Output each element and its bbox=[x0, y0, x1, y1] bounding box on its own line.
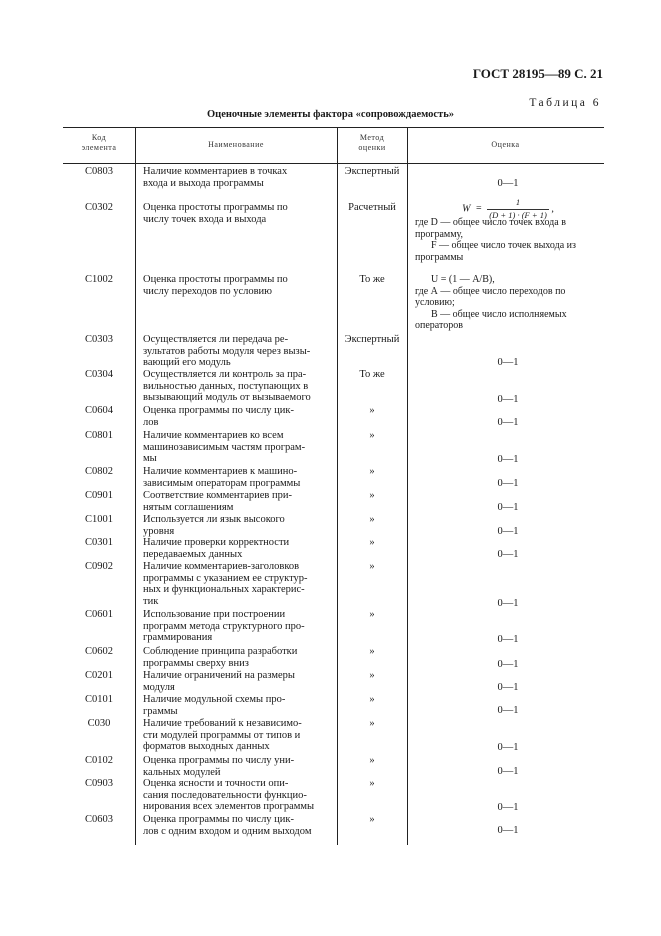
score-value: 0—1 bbox=[497, 634, 519, 645]
name-line: программы с указанием ее структур- bbox=[143, 572, 308, 584]
header-method-line: Метод bbox=[359, 133, 385, 142]
score-value: 0—1 bbox=[497, 825, 519, 836]
name-line: Наличие проверки корректности bbox=[143, 537, 290, 548]
formula-tail: , bbox=[551, 203, 554, 215]
score-range bbox=[415, 526, 601, 538]
name-line: зультатов работы модуля через вызы- bbox=[143, 345, 311, 357]
element-code: С0604 bbox=[84, 405, 113, 416]
name-line: Оценка простоты программы по bbox=[143, 274, 288, 285]
name-line: Наличие ограничений на размеры bbox=[143, 670, 295, 681]
name-line: ных и функциональных характерис- bbox=[143, 584, 305, 595]
formula-w bbox=[415, 197, 601, 220]
element-name bbox=[143, 694, 341, 717]
name-line: граммирования bbox=[143, 632, 213, 643]
name-line: передаваемых данных bbox=[143, 548, 243, 560]
name-line: уровня bbox=[143, 525, 175, 537]
element-name bbox=[143, 755, 341, 778]
score-notes bbox=[415, 274, 601, 332]
name-line: программ метода структурного про- bbox=[143, 620, 305, 632]
score-value: 0—1 bbox=[497, 454, 519, 465]
name-line: числу точек входа и выхода bbox=[143, 213, 267, 225]
score-note-line: F — общее число точек выхода из bbox=[431, 240, 576, 251]
name-line: Наличие модульной схемы про- bbox=[143, 694, 286, 705]
name-line: Наличие комментариев ко всем bbox=[143, 430, 284, 441]
evaluation-method: » bbox=[369, 514, 375, 525]
name-line: лов с одним входом и одним выходом bbox=[143, 825, 312, 837]
score-range bbox=[415, 825, 601, 837]
score-value: 0—1 bbox=[497, 417, 519, 428]
name-line: кальных модулей bbox=[143, 766, 221, 778]
score-range bbox=[415, 502, 601, 514]
element-code: С0602 bbox=[84, 646, 113, 657]
score-note-line: программу, bbox=[415, 228, 464, 240]
element-name bbox=[143, 202, 341, 225]
name-line: Соответствие комментариев при- bbox=[143, 490, 292, 501]
element-name bbox=[143, 334, 341, 369]
score-value: 0—1 bbox=[497, 478, 519, 489]
evaluation-method: » bbox=[369, 694, 375, 705]
evaluation-method: » bbox=[369, 537, 375, 548]
header-method-line: оценки bbox=[358, 143, 386, 152]
name-line: Оценка ясности и точности опи- bbox=[143, 778, 289, 789]
score-value: 0—1 bbox=[497, 682, 519, 693]
document-header: ГОСТ 28195—89 С. 21 bbox=[472, 66, 603, 81]
name-line: программы сверху вниз bbox=[143, 657, 249, 669]
score-range bbox=[415, 357, 601, 369]
name-line: модуля bbox=[143, 681, 175, 693]
header-code-line: элемента bbox=[81, 143, 117, 152]
name-line: вызывающий модуль от вызываемого bbox=[143, 392, 311, 403]
name-line: Наличие комментариев-заголовков bbox=[143, 561, 300, 572]
score-range bbox=[415, 659, 601, 671]
score-range bbox=[415, 454, 601, 466]
evaluation-method: То же bbox=[359, 274, 385, 285]
score-range bbox=[415, 705, 601, 717]
name-line: нятым соглашениям bbox=[143, 501, 234, 513]
element-code: С0301 bbox=[84, 537, 113, 548]
score-range bbox=[415, 478, 601, 490]
element-code: С0304 bbox=[84, 369, 113, 380]
element-name bbox=[143, 646, 341, 669]
evaluation-method: » bbox=[369, 609, 375, 620]
element-name bbox=[143, 430, 341, 465]
evaluation-method: » bbox=[369, 430, 375, 441]
evaluation-method: » bbox=[369, 466, 375, 477]
evaluation-method: Экспертный bbox=[344, 334, 400, 345]
name-line: Соблюдение принципа разработки bbox=[143, 646, 298, 657]
element-code: С0303 bbox=[84, 334, 113, 345]
element-code: С0801 bbox=[84, 430, 113, 441]
name-line: лов bbox=[143, 416, 159, 428]
name-line: числу переходов по условию bbox=[143, 285, 273, 297]
element-code: С1001 bbox=[84, 514, 113, 525]
name-line: Оценка программы по числу цик- bbox=[143, 814, 295, 825]
score-value: 0—1 bbox=[497, 394, 519, 405]
header-name: Наименование bbox=[208, 140, 264, 149]
element-code: С0101 bbox=[84, 694, 113, 705]
element-name bbox=[143, 369, 341, 404]
element-name bbox=[143, 561, 341, 607]
score-formula-block bbox=[415, 197, 601, 263]
element-code: С1002 bbox=[84, 274, 113, 285]
score-range bbox=[415, 742, 601, 754]
score-note-line: где D — общее число точек входа в bbox=[415, 217, 566, 228]
element-name bbox=[143, 405, 341, 428]
element-code: С0201 bbox=[84, 670, 113, 681]
name-line: Оценка простоты программы по bbox=[143, 202, 288, 213]
score-note-line: U = (1 — А/В), bbox=[431, 274, 495, 285]
element-code: С0601 bbox=[84, 609, 113, 620]
element-name bbox=[143, 537, 341, 560]
name-line: сания последовательности функцио- bbox=[143, 789, 307, 801]
score-range bbox=[415, 766, 601, 778]
table-top-rule bbox=[63, 127, 604, 128]
element-name bbox=[143, 466, 341, 489]
formula-denominator: (D + 1) · (F + 1) bbox=[489, 209, 547, 220]
name-line: вающий его модуль bbox=[143, 357, 231, 368]
element-name bbox=[143, 609, 341, 644]
score-note-line: где А — общее число переходов по bbox=[415, 285, 566, 297]
score-range bbox=[415, 802, 601, 814]
evaluation-method: » bbox=[369, 718, 375, 729]
name-line: входа и выхода программы bbox=[143, 177, 264, 189]
evaluation-method: Расчетный bbox=[348, 202, 396, 213]
score-value: 0—1 bbox=[497, 742, 519, 753]
name-line: Осуществляется ли контроль за пра- bbox=[143, 369, 307, 380]
name-line: машинозависимым частям програм- bbox=[143, 441, 306, 453]
score-note-line: программы bbox=[415, 251, 464, 263]
element-code: С0802 bbox=[84, 466, 113, 477]
formula-eq: = bbox=[476, 203, 482, 215]
score-range bbox=[415, 634, 601, 646]
name-line: форматов выходных данных bbox=[143, 741, 270, 752]
element-name bbox=[143, 814, 341, 837]
element-name bbox=[143, 166, 341, 189]
evaluation-method: » bbox=[369, 490, 375, 501]
evaluation-method: » bbox=[369, 814, 375, 825]
evaluation-method: » bbox=[369, 561, 375, 572]
score-range bbox=[415, 178, 601, 190]
name-line: зависимым операторам программы bbox=[143, 477, 301, 489]
element-code: С0803 bbox=[84, 166, 113, 177]
name-line: Использование при построении bbox=[143, 609, 286, 620]
element-name bbox=[143, 778, 341, 813]
header-method bbox=[337, 133, 407, 153]
name-line: Оценка программы по числу уни- bbox=[143, 755, 295, 766]
score-range bbox=[415, 549, 601, 561]
name-line: Наличие комментариев в точках bbox=[143, 166, 288, 177]
score-value: 0—1 bbox=[497, 549, 519, 560]
name-line: мы bbox=[143, 453, 157, 464]
score-note-line: операторов bbox=[415, 320, 463, 331]
element-name bbox=[143, 514, 341, 537]
table-number: Таблица 6 bbox=[529, 97, 601, 109]
column-divider bbox=[135, 127, 136, 845]
score-value: 0—1 bbox=[497, 598, 519, 609]
header-code bbox=[63, 133, 135, 153]
name-line: Используется ли язык высокого bbox=[143, 514, 285, 525]
name-line: Оценка программы по числу цик- bbox=[143, 405, 295, 416]
score-range bbox=[415, 417, 601, 429]
name-line: нирования всех элементов программы bbox=[143, 801, 315, 812]
name-line: Осуществляется ли передача ре- bbox=[143, 334, 289, 345]
element-code: С0102 bbox=[84, 755, 113, 766]
name-line: тик bbox=[143, 595, 159, 607]
element-code: С0901 bbox=[84, 490, 113, 501]
table-title: Оценочные элементы фактора «сопровождаемость» bbox=[207, 109, 454, 120]
element-code: С0302 bbox=[84, 202, 113, 213]
score-range bbox=[415, 598, 601, 610]
name-line: Наличие требований к независимо- bbox=[143, 718, 302, 729]
table-header-rule bbox=[63, 163, 604, 164]
score-value: 0—1 bbox=[497, 766, 519, 777]
element-name bbox=[143, 718, 341, 753]
evaluation-method: Экспертный bbox=[344, 166, 400, 177]
column-divider bbox=[407, 127, 408, 845]
score-value: 0—1 bbox=[497, 526, 519, 537]
score-value: 0—1 bbox=[497, 502, 519, 513]
name-line: Наличие комментариев к машино- bbox=[143, 466, 298, 477]
header-code-line: Код bbox=[91, 133, 107, 142]
header-score: Оценка bbox=[491, 140, 520, 149]
name-line: сти модулей программы от типов и bbox=[143, 729, 301, 741]
evaluation-method: » bbox=[369, 778, 375, 789]
element-name bbox=[143, 490, 341, 513]
score-note-line: условию; bbox=[415, 297, 455, 308]
element-code: С030 bbox=[87, 718, 111, 729]
element-code: С0603 bbox=[84, 814, 113, 825]
evaluation-method: » bbox=[369, 670, 375, 681]
score-value: 0—1 bbox=[497, 659, 519, 670]
element-name bbox=[143, 670, 341, 693]
evaluation-method: » bbox=[369, 755, 375, 766]
score-value: 0—1 bbox=[497, 802, 519, 813]
evaluation-method: » bbox=[369, 405, 375, 416]
score-range bbox=[415, 682, 601, 694]
score-note-line: В — общее число исполняемых bbox=[431, 308, 567, 320]
score-value: 0—1 bbox=[497, 178, 519, 189]
score-range bbox=[415, 394, 601, 406]
name-line: граммы bbox=[143, 705, 178, 717]
element-code: С0902 bbox=[84, 561, 113, 572]
name-line: вильностью данных, поступающих в bbox=[143, 380, 309, 392]
element-name bbox=[143, 274, 341, 297]
evaluation-method: » bbox=[369, 646, 375, 657]
score-value: 0—1 bbox=[497, 705, 519, 716]
evaluation-method: То же bbox=[359, 369, 385, 380]
score-value: 0—1 bbox=[497, 357, 519, 368]
element-code: С0903 bbox=[84, 778, 113, 789]
formula-numerator: 1 bbox=[487, 197, 549, 210]
formula-lhs: W bbox=[462, 203, 471, 215]
